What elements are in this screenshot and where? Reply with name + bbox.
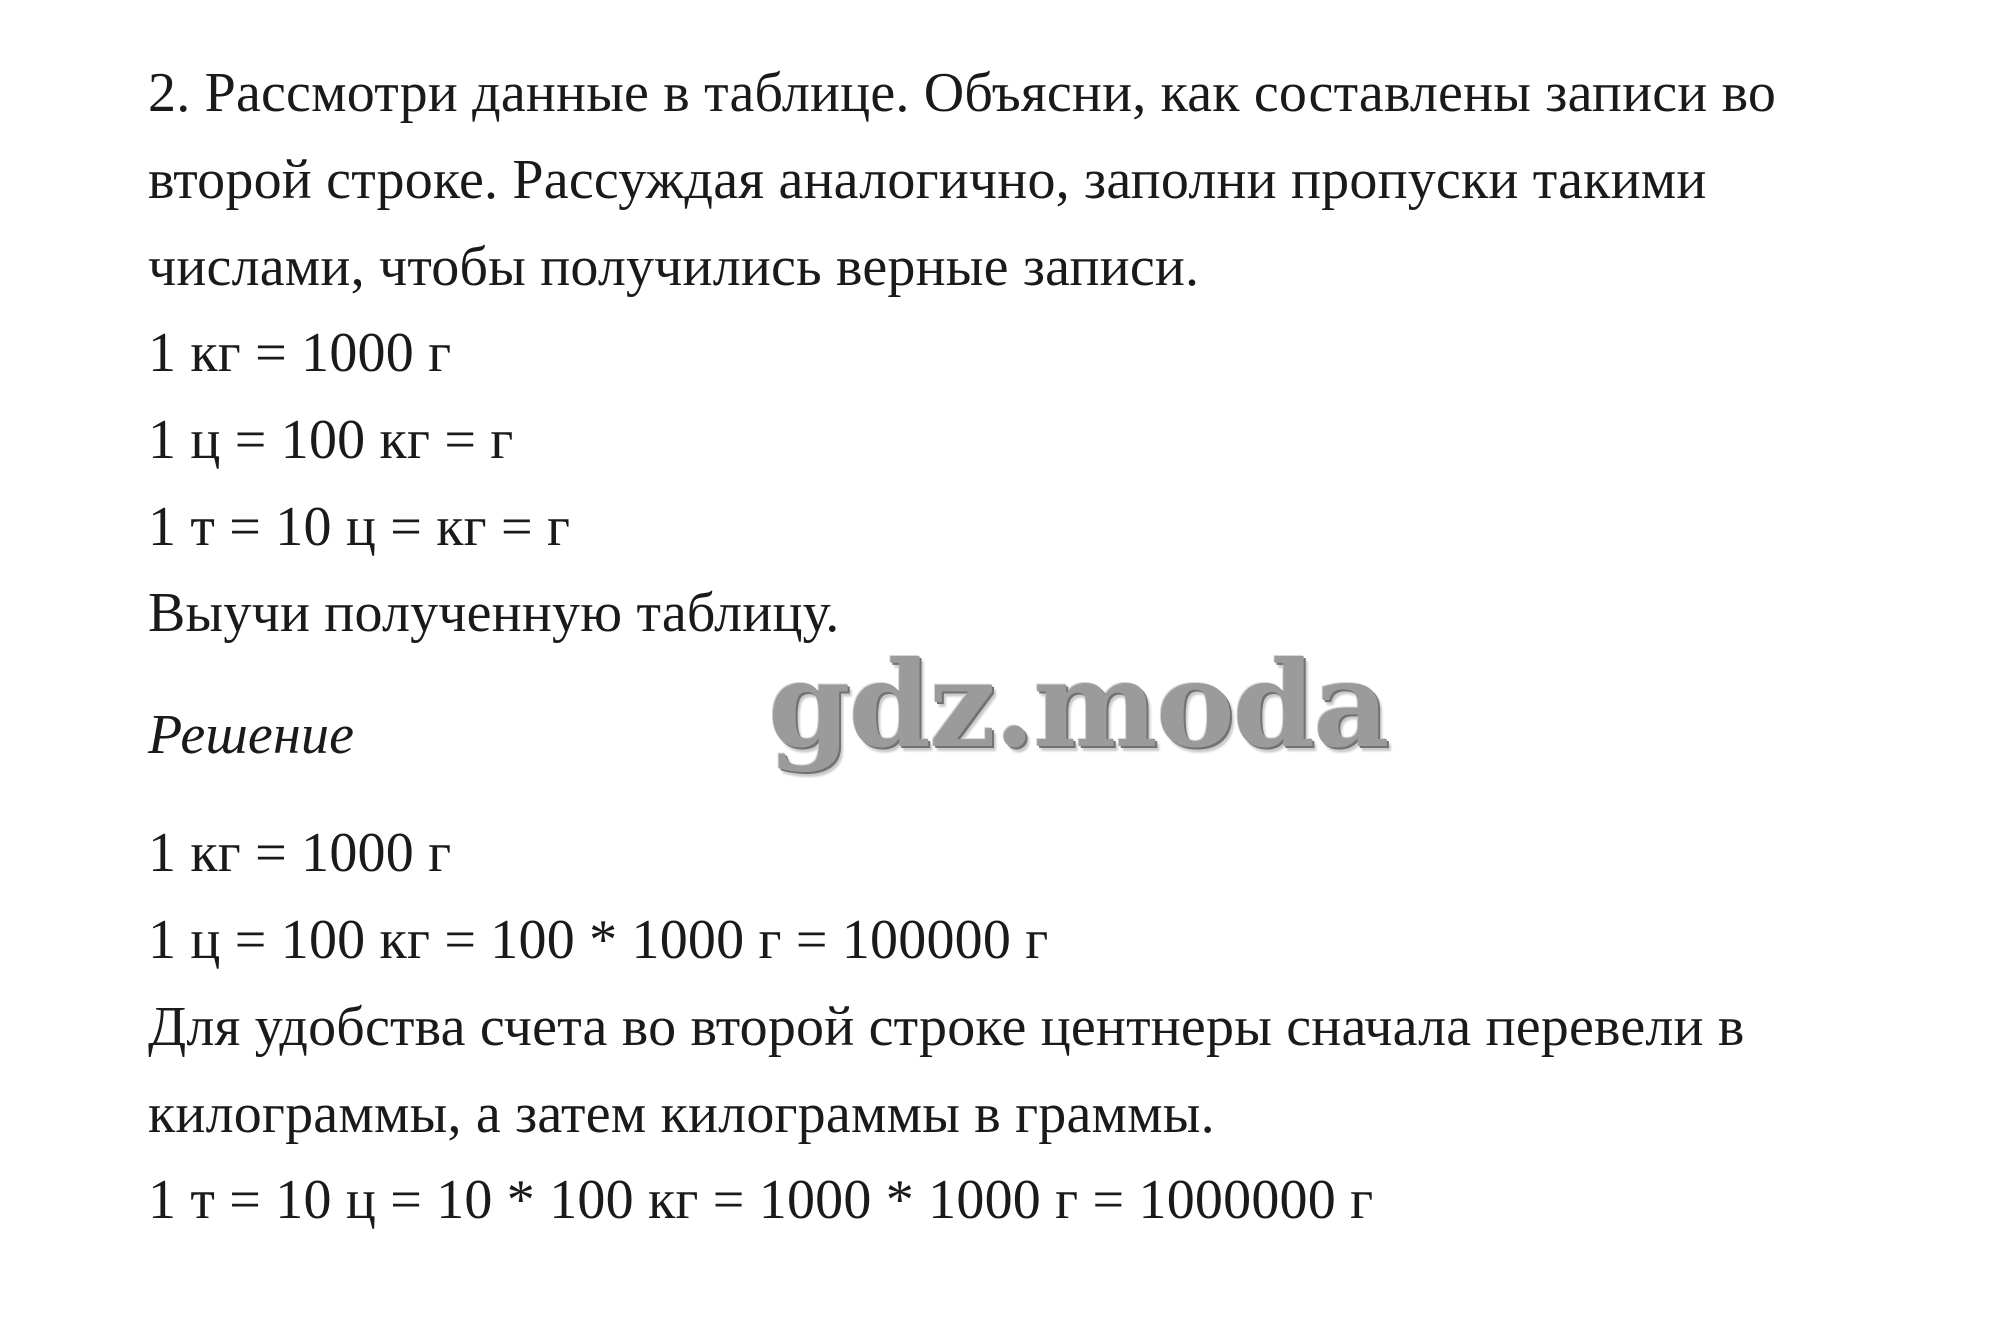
task-table-row-3: 1 т = 10 ц = кг = г bbox=[148, 496, 571, 558]
task-table-row-1: 1 кг = 1000 г bbox=[148, 322, 452, 384]
solution-explanation-line-1: Для удобства счета во второй строке центнеры сначала перевели в bbox=[148, 996, 1745, 1058]
watermark-logo: gdz.moda bbox=[768, 635, 1388, 774]
task-text-line-1: 2. Рассмотри данные в таблице. Объясни, как составлены записи во bbox=[148, 62, 1777, 124]
task-table-row-2: 1 ц = 100 кг = г bbox=[148, 409, 514, 471]
task-text-line-2: второй строке. Рассуждая аналогично, заполни пропуски такими bbox=[148, 149, 1707, 211]
solution-heading: Решение bbox=[148, 704, 355, 766]
solution-explanation-line-2: килограммы, а затем килограммы в граммы. bbox=[148, 1083, 1215, 1145]
solution-line-3: 1 т = 10 ц = 10 * 100 кг = 1000 * 1000 г = 1000000 г bbox=[148, 1169, 1374, 1231]
solution-line-2: 1 ц = 100 кг = 100 * 1000 г = 100000 г bbox=[148, 909, 1049, 971]
solution-line-1: 1 кг = 1000 г bbox=[148, 822, 452, 884]
task-text-line-3: числами, чтобы получились верные записи. bbox=[148, 236, 1200, 298]
task-instruction: Выучи полученную таблицу. bbox=[148, 582, 840, 644]
